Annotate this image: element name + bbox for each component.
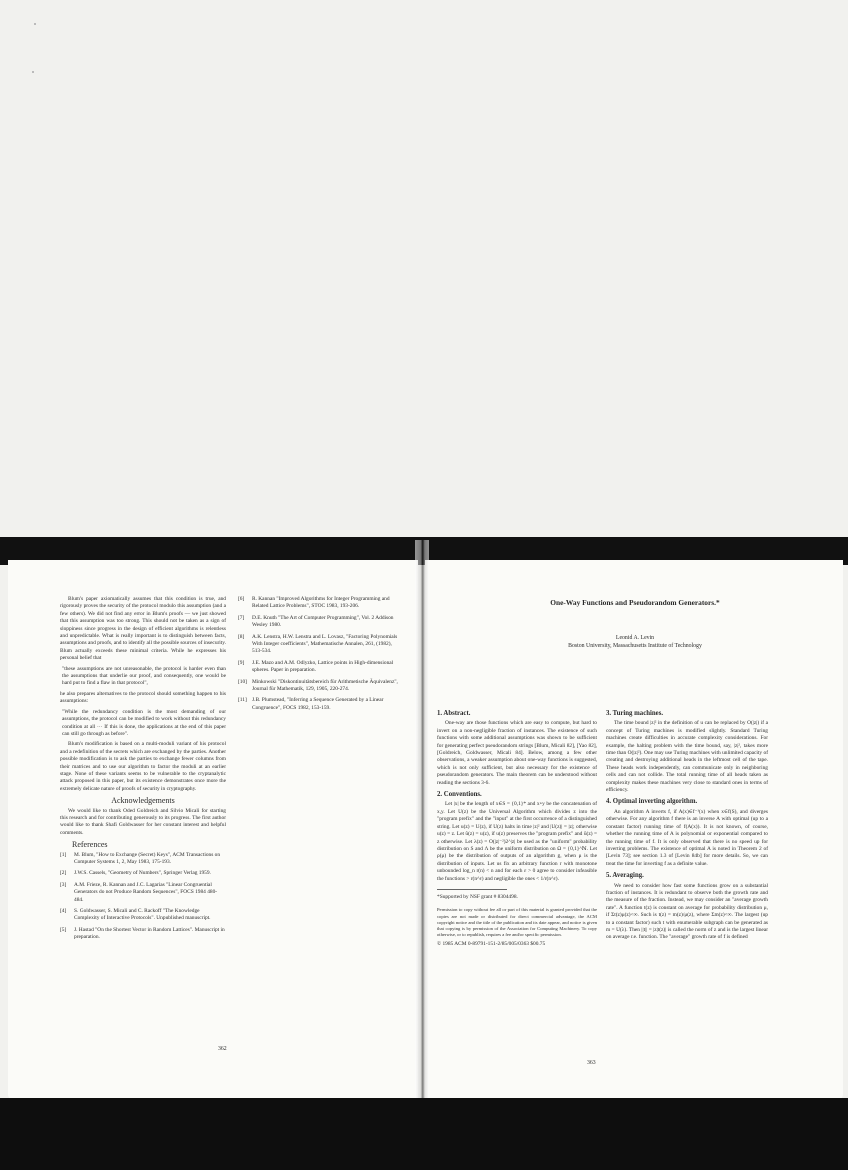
body-paragraph: Blum's modification is based on a multi-moduli variant of his protocol and a redefinition of the secrets which are exchanged by the parties. Another possible modification is to ask the parties to exchange fewer columns from their matrices and to use our algorithm to factor the moduli at an earlier stage. None of these variants seems to be vulnerable to the cryptanalytic attack proposed in this paper, but its existence demonstrates once more the extremely delicate nature of proofs of security in cryptography. — [60, 741, 226, 792]
left-column-2 — [238, 596, 400, 716]
reference-item: [5] J. Hastad "On the Shortest Vector in Random Lattices". Manuscript in preparation. — [60, 926, 225, 941]
section-heading: 4. Optimal inverting algorithm. — [606, 798, 698, 806]
reference-item: [4] S. Goldwasser, S. Micali and C. Rackoff "The Knowledge Complexity of Interactive Protocols". Unpublished manuscript. — [60, 908, 211, 922]
scan-speck — [34, 23, 36, 25]
body-paragraph: he also prepares alternatives to the protocol should something happen to his assumptions: — [60, 690, 226, 705]
footnote-rule — [437, 889, 507, 890]
body-paragraph: Let |x| be the length of x∈S = {0,1}* and x∘y be the concatenation of x,y. Let U(z) be the Universal Algorithm which divides z into the "program prefix" and the "input" at the first occurrence of a distinguished string. Let u(z) = U(z), if U(z) halts in time |z|² and |U(z)| = |z|; otherwise u(z) = z. Let ũ(z) = u(z), if u(z) preserves the "program prefix" and ũ(z) = z otherwise. Let λ(z) = O(|z|⁻²)2^|z| be used as the "uniform" probability distribution on S and Λ be the uniform distribution on Ω = {0,1}^ℕ. Let ρ(μ) be the distribution of outputs of an algorithm g, when μ is the distribution of inputs. Let us fix an arbitrary function r with monotone unbounded log_n r(n) < n and for each ε > 0 agree to consider infeasible the functions > r(n^ε) and negligible the ones < 1/r(n^ε). — [437, 801, 597, 882]
book-spine — [415, 540, 429, 1110]
acknowledgements-heading: Acknowledgements — [111, 796, 175, 806]
references-heading: References — [72, 840, 108, 850]
reference-item: [7] D.E. Knuth "The Art of Computer Programming", Vol. 2 Addison Wesley 1980. — [238, 614, 394, 629]
author-block — [440, 634, 830, 650]
section-heading: 5. Averaging. — [606, 872, 644, 880]
scan-speck — [32, 71, 34, 73]
abstract-text: One-way are those functions which are easy to compute, but hard to invert on a non-negligible fraction of instances. The existence of such functions with some additional assumptions was shown to be sufficient for generating perfect pseudorandom strings [Blum, Micali 82], [Yao 82], [Goldreich, Goldwasser, Micali 84]. Below, among a few other observations, a weaker assumption about one-way functions is suggested, which is not only sufficient, but also necessary for the existence of pseudorandom generators. The main theorem can be understood without reading the sections 3-6. — [437, 720, 597, 786]
footnote: *Supported by NSF grant # 8304498. — [437, 893, 518, 900]
reference-item: [8] A.K. Lenstra, H.W. Lenstra and L. Lovasz, "Factoring Polynomials With Integer coefficients", Mathematische Annalen, 261, (1982), 513-534. — [238, 633, 398, 655]
section-heading: 1. Abstract. — [437, 710, 471, 717]
quotation: "While the redundancy condition is the most demanding of our assumptions, the protocol can be modified to work without this redundancy condition at all ··· If this is done, the applications at the end of this paper can still go through as before". — [62, 708, 226, 737]
right-page-number: 363 — [587, 1060, 596, 1066]
references-list-1 — [60, 852, 226, 942]
paper-title: One-Way Functions and Pseudorandom Generators.* — [550, 598, 720, 607]
reference-item: [2] J.W.S. Cassels, "Geometry of Numbers", Springer Verlag 1959. — [60, 870, 211, 877]
quotation: "these assumptions are not unreasonable, the protocol is harder even than the assumptions that underlie our proof, and consequently, one would be hard put to find a flaw in that protocol", — [62, 665, 226, 687]
right-column-1 — [437, 706, 597, 952]
left-column-1 — [60, 596, 226, 946]
section-heading: 2. Conventions. — [437, 791, 482, 799]
author-affiliation: Boston University, Massachusetts Institute of Technology — [568, 643, 702, 649]
left-page-number: 362 — [218, 1046, 227, 1052]
acknowledgements-text: We would like to thank Oded Goldreich and Silvio Micali for starting this research and for contributing generously to its progress. The first author would like to thank Shafi Goldwasser for her constant interest and helpful comments. — [60, 807, 226, 836]
author-name: Leonid A. Levin — [615, 635, 655, 641]
reference-item: [3] A.M. Frieze, R. Kannan and J.C. Lagarias "Linear Congruential Generators do not Produce Random Sequences", FOCS 1984 480-484. — [60, 881, 218, 903]
scan-bottom-band — [0, 1098, 848, 1170]
reference-item: [11] J.B. Plumstead, "Inferring a Sequence Generated by a Linear Congruence", FOCS 1982, 153-159. — [238, 697, 384, 711]
body-paragraph: The time bound |z|² in the definition of u can be replaced by O(|z|) if a concept of Turing machines is modified slightly. Standard Turing machines create difficulties in accurate complexity considerations. For example, the halting problem with the time bound, say, |z|², takes more time than O(|z|²). One may use Turing machines with unlimited capacity of creating and destroying additional heads in the leftmost cell of the tape. These heads work independently, can communicate only in neighboring cells and can not collide. The total running time of all heads taken as complexity makes these machines very close to standard ones in terms of efficiency. — [606, 720, 768, 794]
reference-item: [10] Minkowski "Diskontinuitätsbereich für Arithmetische Äquivalenz", Journal für Mathematik, 129, 1905, 220-274. — [238, 678, 398, 693]
right-column-2 — [606, 706, 768, 945]
body-paragraph: We need to consider how fast some functions grow on a substantial fraction of instances. It is redundant to observe both the growth rate and the measure of the fraction. Instead, we may consider an "average growth rate". A function t(z) is constant on average for probability distribution μ, if Σt(z)μ(z)<∞. Such is t(z) = m(z)/μ(z), where Σm(z)<∞. The largest (up to a constant factor) such t with enumerable subgraph can be generated as m = U(λ). Then ||t|| = |z|t(z)| is called the norm of z and is the largest linear on average r.e. function. The "average" growth rate of f is defined — [606, 882, 768, 941]
permission-notice: Permission to copy without fee all or part of this material is granted provided that the copies are not made or distributed for direct commercial advantage, the ACM copyright notice and the title of the publication and its date appear, and notice is given that copying is by permission of the Association for Computing Machinery. To copy otherwise, or to republish, requires a fee and/or specific permission. — [437, 907, 597, 938]
reference-item: [6] R. Kannan "Improved Algorithms for Integer Programming and Related Lattice Problems", STOC 1983, 193-206. — [238, 596, 390, 610]
body-paragraph: Blum's paper axiomatically assumes that this condition is true, and rigorously proves the security of the protocol modulo this assumption (and a few others). We did not find any error in Blum's proofs — we just showed that this assumption was too strong. This should not be taken as a sign of sloppiness since progress in the design of efficient algorithms is relentless and unpredictable. What is really important is to distinguish between facts, assumptions and proofs, and to identify all the possible sources of insecurity. Blum actually exceeds these minimal criteria. While he expresses his personal belief that — [60, 596, 226, 662]
section-heading: 3. Turing machines. — [606, 710, 664, 717]
reference-item: [1] M. Blum, "How to Exchange (Secret) Keys", ACM Transactions on Computer Systems 1, 2, May 1983, 175-193. — [60, 851, 221, 865]
reference-item: [9] J.E. Mazo and A.M. Odlyzko, Lattice points in High-dimensional spheres. Paper in preparation. — [238, 659, 394, 674]
body-paragraph: An algorithm A inverts f, if A(x)∈f⁻¹(x) when x∈f(S), and diverges otherwise. For any algorithm f there is an inverse A with optimal (up to a constant factor) running time of f(A(x)). It is not known, of course, whether the running time of A is polynomial or exponential compared to the running time of f. It is only observed that there is no speed up for inverting problems. The existence of optimal A is noted in Theorem 2 of [Levin 73]; see section 1.3 of [Levin 84b] for more details. So, we can treat the time for inverting f as a definite value. — [606, 808, 768, 867]
copyright-line: © 1985 ACM 0-89791-151-2/85/005/0363 $00.75 — [437, 941, 546, 948]
